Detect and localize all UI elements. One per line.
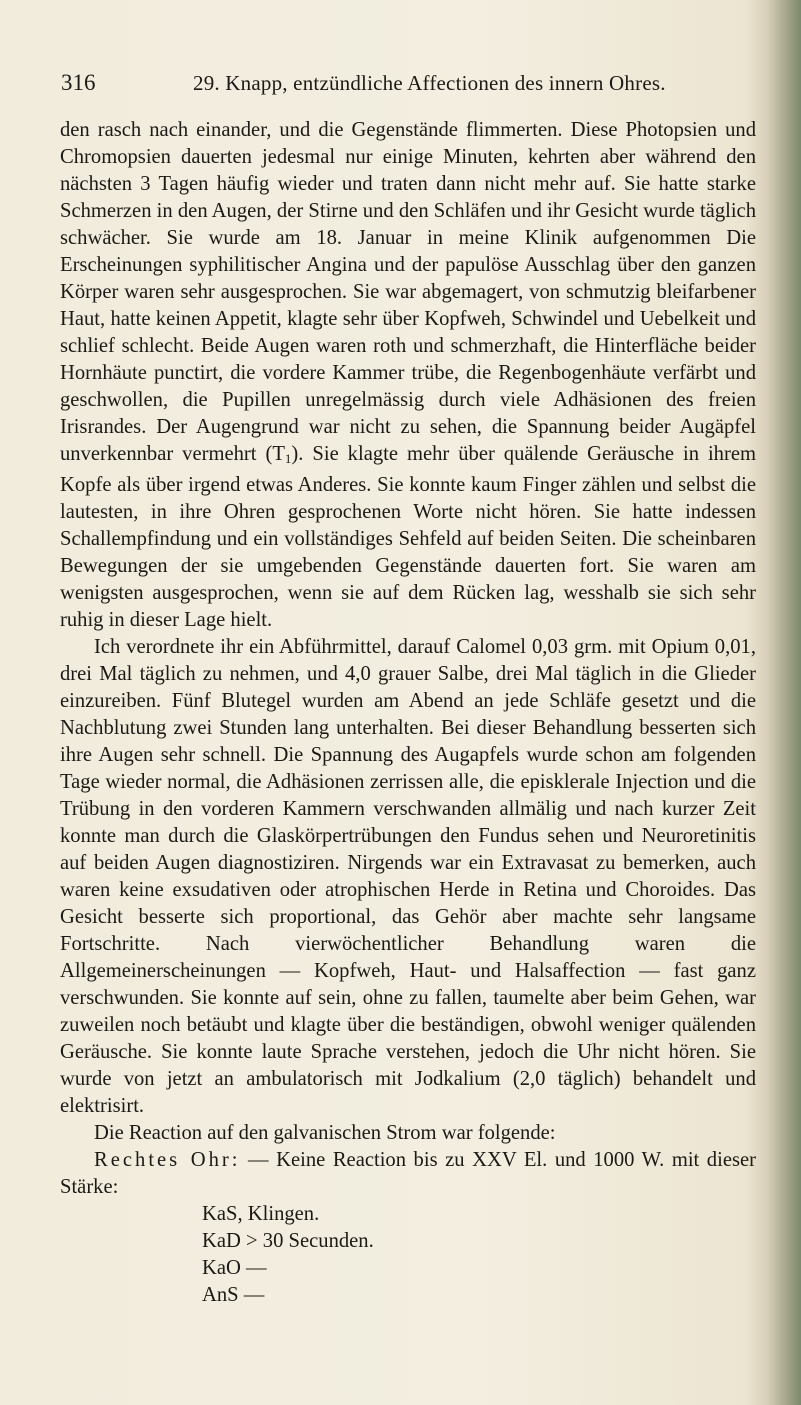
paragraph-text-continued: ). Sie klagte mehr über quälende Geräusche in ihrem Kopfe als über irgend etwas Anderes. Sie konnte kaum Finger zählen und selbst die lautesten, in ihre Ohren gesprochenen Worte nicht hören. Sie hatte indessen Schallempfindung und ein vollständiges Sehfeld auf beiden Seiten. Die scheinbaren Bewegungen der sie umgebenden Gegenstände dauerten fort. Sie waren am wenigsten ausgesprochen, wenn sie auf dem Rücken lag, wesshalb sie sich sehr ruhig in dieser Lage hielt. <box>60 443 756 631</box>
body-text <box>60 117 756 1309</box>
reaction-list-item: KaS, Klingen. <box>202 1203 320 1225</box>
reaction-list-item: AnS — <box>202 1284 265 1306</box>
tension-subscript: 1 <box>284 451 292 466</box>
paragraph-case-history <box>60 117 756 634</box>
running-title: 29. Knapp, entzündliche Affectionen des innern Ohres. <box>193 71 666 95</box>
running-header <box>61 70 751 100</box>
reaction-list-item: KaD > 30 Secunden. <box>202 1230 374 1252</box>
paragraph-text: den rasch nach einander, und die Gegenstände flimmerten. Diese Photopsien und Chromopsien dauerten jedesmal nur einige Minuten, kehrten aber während den nächsten 3 Tagen häufig wieder und traten dann nicht mehr auf. Sie hatte starke Schmerzen in den Augen, der Stirne und den Schläfen und ihr Gesicht wurde täglich schwächer. Sie wurde am 18. Januar in meine Klinik aufgenommen Die Erscheinungen syphilitischer Angina und der papulöse Ausschlag über den ganzen Körper waren sehr ausgesprochen. Sie war abgemagert, von schmutzig bleifarbener Haut, hatte keinen Appetit, klagte sehr über Kopfweh, Schwindel und Uebelkeit und schlief schlecht. Beide Augen waren roth und schmerzhaft, die Hinterfläche beider Hornhäute punctirt, die vordere Kammer trübe, die Regenbogenhäute verfärbt und geschwollen, die Pupillen unregelmässig durch viele Adhäsionen des freien Irisrandes. Der Augengrund war nicht zu sehen, die Spannung beider Augäpfel unverkennbar vermehrt (T <box>60 119 756 465</box>
page-number: 316 <box>61 70 96 95</box>
reaction-list <box>202 1201 756 1309</box>
paragraph-treatment: Ich verordnete ihr ein Abführmittel, darauf Calomel 0,03 grm. mit Opium 0,01, drei Mal täglich zu nehmen, und 4,0 grauer Salbe, drei Mal täglich in die Glieder einzureiben. Fünf Blutegel wurden am Abend an jede Schläfe gesetzt und die Nachblutung zwei Stunden lang unterhalten. Bei dieser Behandlung besserten sich ihre Augen sehr schnell. Die Spannung des Augapfels wurde schon am folgenden Tage wieder normal, die Adhäsionen zerrissen alle, die episklerale Injection und die Trübung in den vorderen Kammern verschwanden allmälig und nach kurzer Zeit konnte man durch die Glaskörpertrübungen den Fundus sehen und Neuroretinitis auf beiden Augen diagnostiziren. Nirgends war ein Extravasat zu bemerken, auch waren keine exsudativen oder atrophischen Herde in Retina und Choroides. Das Gesicht besserte sich proportional, das Gehör aber machte sehr langsame Fortschritte. Nach vierwöchentlicher Behandlung waren die Allgemeinerscheinungen — Kopfweh, Haut- und Halsaffection — fast ganz verschwunden. Sie konnte auf sein, ohne zu fallen, taumelte aber beim Gehen, war zuweilen noch betäubt und klagte über die beständigen, obwohl weniger quälenden Geräusche. Sie konnte laute Sprache verstehen, jedoch die Uhr nicht hören. Sie wurde von jetzt an ambulatorisch mit Jodkalium (2,0 täglich) behandelt und elektrisirt. <box>60 636 756 1117</box>
paragraph-reaction-intro: Die Reaction auf den galvanischen Strom war folgende: <box>94 1122 556 1144</box>
page-edge-shadow <box>767 0 801 1405</box>
reaction-list-item: KaO — <box>202 1257 267 1279</box>
paragraph-right-ear <box>60 1147 756 1201</box>
right-ear-label: Rechtes Ohr: <box>94 1149 241 1171</box>
right-ear-text: — Keine Reaction bis zu XXV El. und 1000 W. mit dieser Stärke: <box>60 1149 756 1198</box>
